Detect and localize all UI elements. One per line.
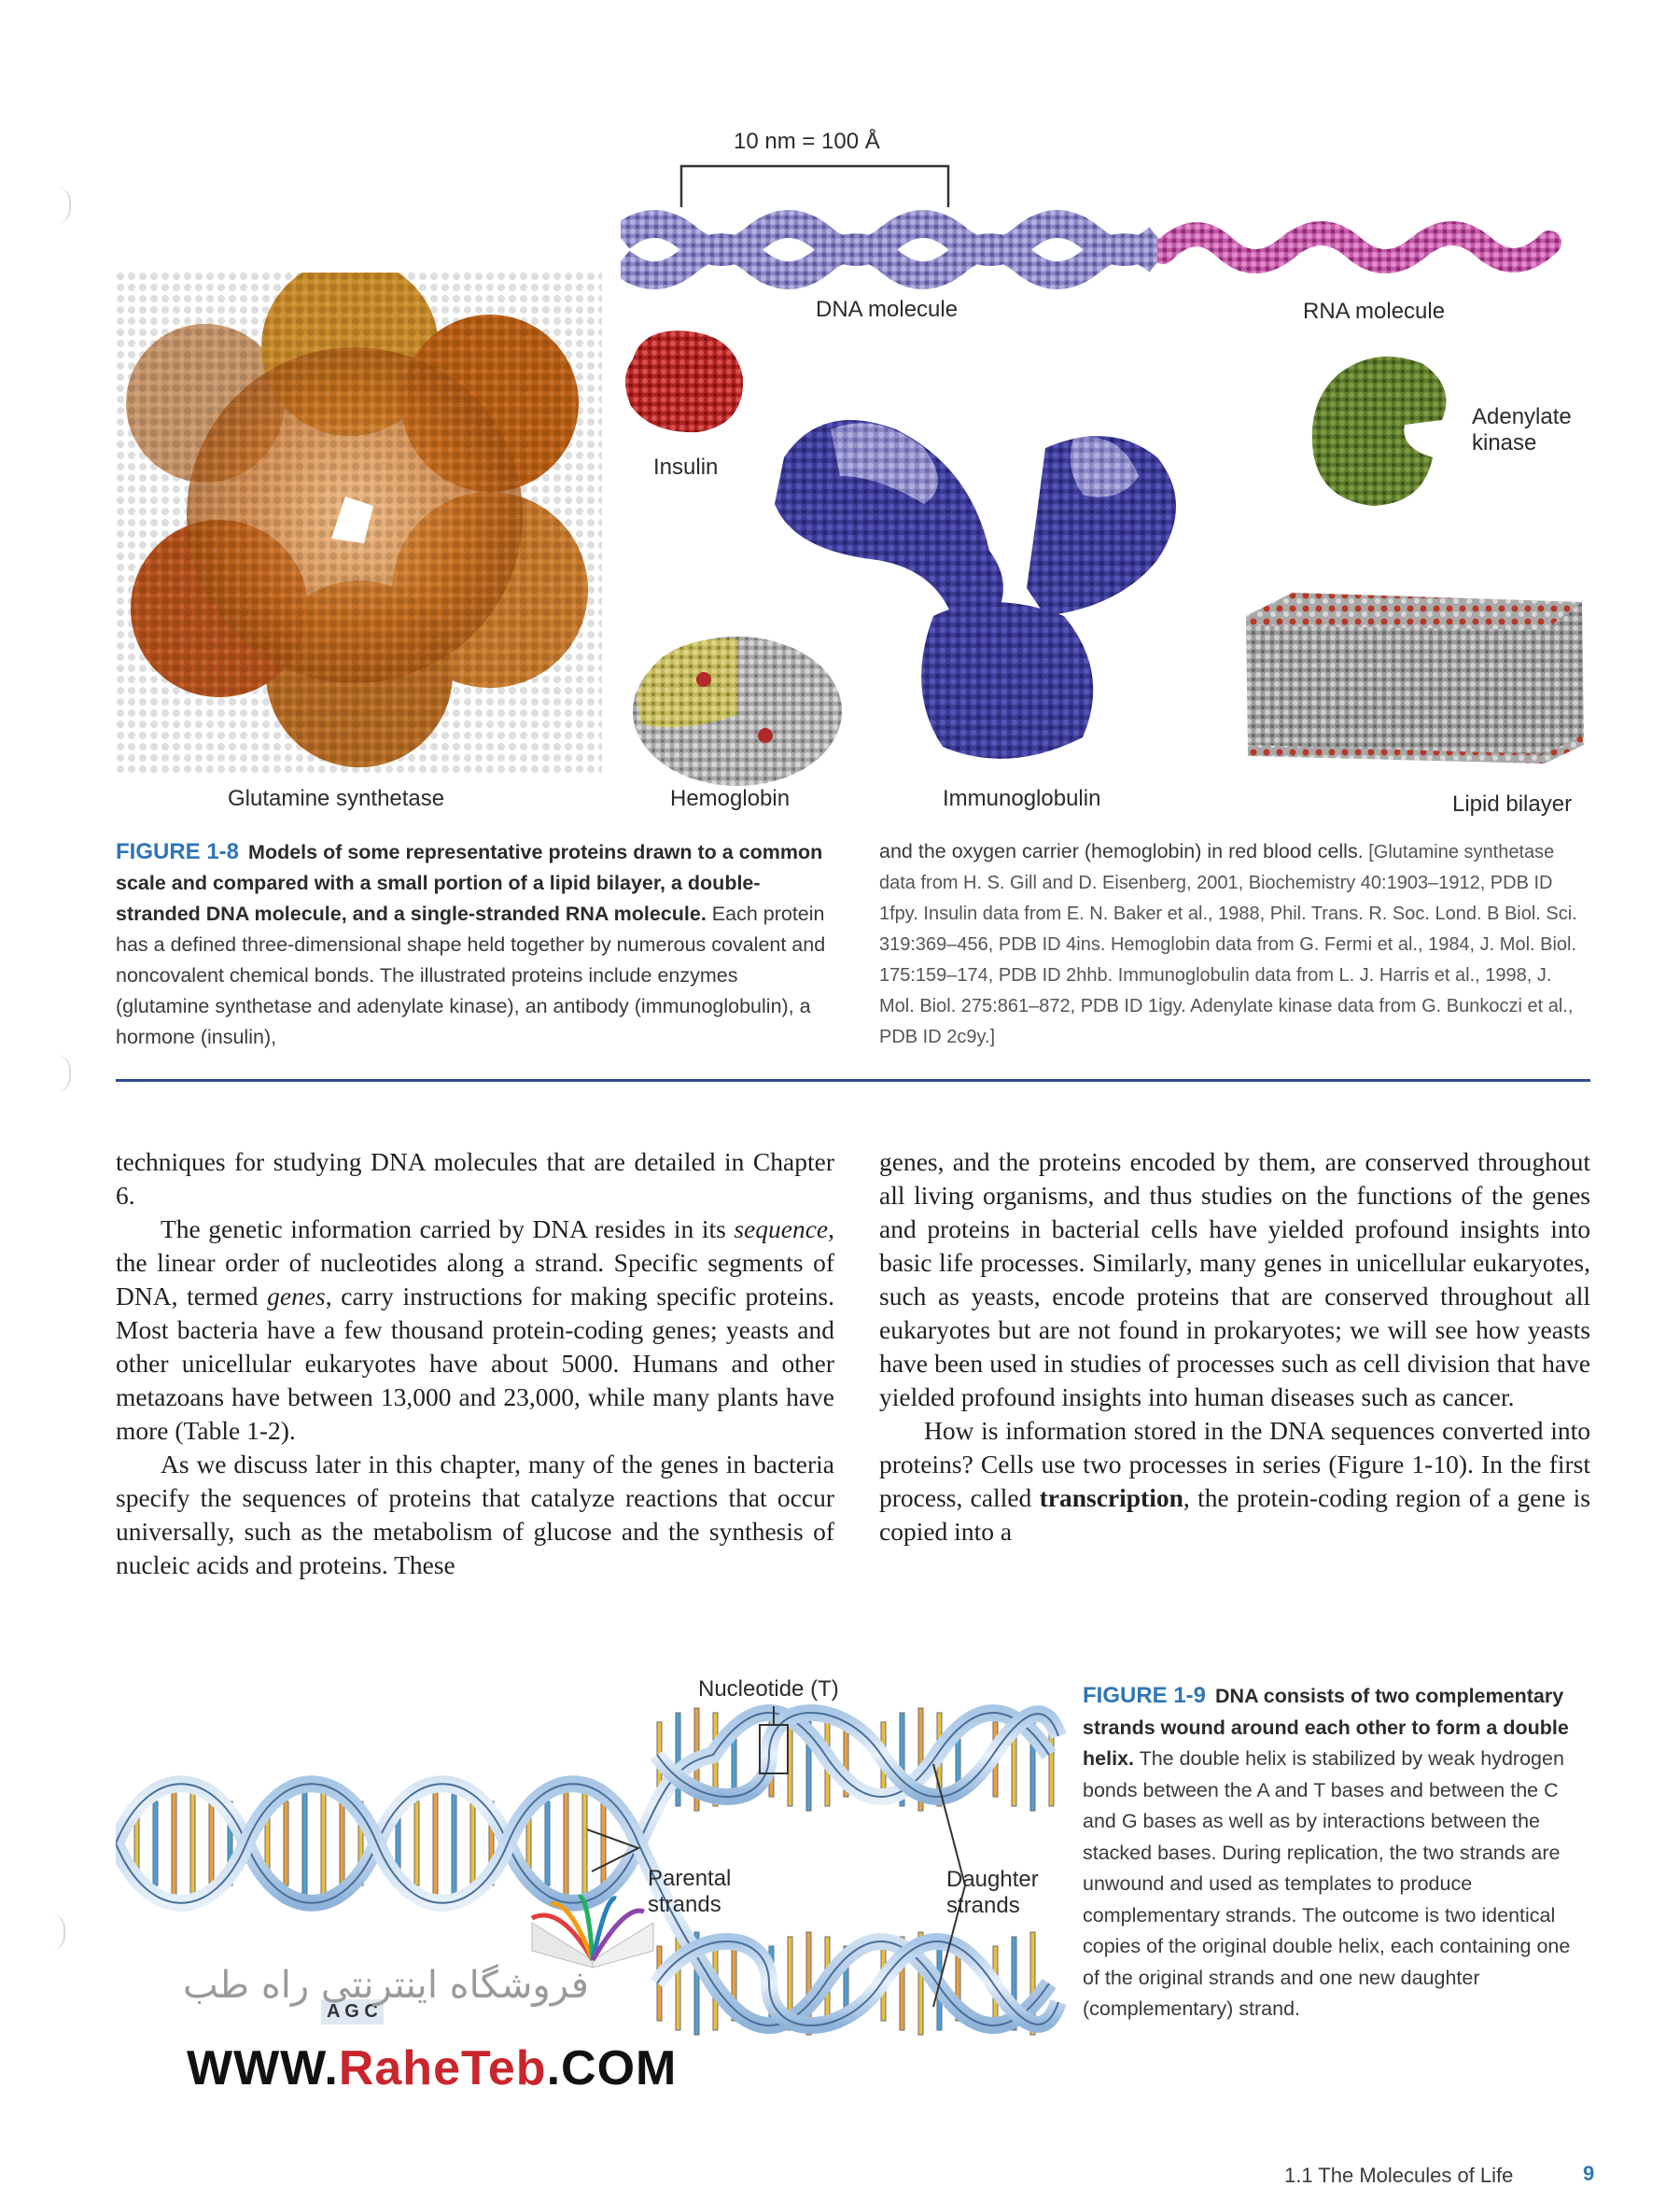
lipid-bilayer-label: Lipid bilayer (1452, 792, 1573, 817)
hemoglobin-image (627, 631, 847, 790)
scale-bar (678, 159, 958, 207)
dna-molecule-label: DNA molecule (816, 297, 959, 322)
page-number: 9 (1583, 2162, 1595, 2185)
adenylate-kinase-image (1302, 345, 1465, 513)
figure-caption-text: The double helix is stabilized by weak hydrogen bonds between the A and T bases and between the C and G bases as well as by interactions between the stacked bases. During replication, the two strands are unwound and used as templates to produce complementary strands. The outcome is two identical copies of the original double helix, each containing one of the original strands and one new daughter (complementary) strand. (1083, 1747, 1571, 2020)
glutamine-synthetase-label: Glutamine synthetase (228, 786, 445, 811)
term-transcription: transcription (1039, 1483, 1183, 1512)
body-column-right (879, 1145, 1590, 1548)
margin-mark (56, 1055, 71, 1092)
rna-molecule-label: RNA molecule (1303, 299, 1446, 324)
figure-caption-text: Each protein has a defined three-dimensional shape held together by numerous covalent and noncovalent chemical bonds. The illustrated proteins include enzymes (glutamine synthetase and adenylate kinase), an antibody (immunoglobulin), a hormone (insulin), (116, 903, 826, 1048)
parental-strands-label-line1: Parental (648, 1866, 732, 1891)
hemoglobin-label: Hemoglobin (670, 786, 791, 811)
margin-mark (50, 1913, 65, 1951)
watermark-url: WWW.RaheTeb.COM (187, 2041, 678, 2095)
daughter-strands-label-line2: strands (946, 1893, 1020, 1918)
figure-1-9-caption (1083, 1680, 1591, 2025)
term-genes: genes (267, 1282, 326, 1310)
glutamine-synthetase-image (117, 273, 602, 777)
figure-title: Models of some representative proteins drawn to a common scale and compared with a small portion of a lipid bilayer, a double-stranded DNA molecule, and a single-stranded RNA molecule. (116, 841, 823, 925)
figure-1-8-caption-right (879, 836, 1589, 1053)
adenylate-kinase-label-line2: kinase (1472, 430, 1537, 455)
paragraph: As we discuss later in this chapter, many of the genes in bacteria specify the sequences of proteins that catalyze reactions that occur universally, such as the metabolism of glucose and the synthesis of nucleic acids and proteins. These (116, 1450, 834, 1579)
adenylate-kinase-label-line1: Adenylate (1472, 404, 1572, 429)
nucleotide-label: Nucleotide (T) (698, 1676, 839, 1702)
figure-1-8-caption-left (116, 836, 834, 1053)
insulin-image (614, 322, 749, 439)
immunoglobulin-label: Immunoglobulin (943, 786, 1101, 811)
parental-strands-label-line2: strands (648, 1892, 721, 1917)
figure-number: FIGURE 1-9 (1083, 1683, 1207, 1708)
figure-caption-text: and the oxygen carrier (hemoglobin) in red blood cells. (879, 840, 1364, 862)
figure-references: [Glutamine synthetase data from H. S. Gill and D. Eisenberg, 2001, Biochemistry 40:1903–1912, PDB ID 1fpy. Insulin data from E. N. Baker et al., 1988, Phil. Trans. R. Soc. Lond. B Biol. Sci. 319:369–456, PDB ID 4ins. Hemoglobin data from G. Fermi et al., 1984, J. Mol. Biol. 175:159–174, PDB ID 2hhb. Immunoglobulin data from L. J. Harris et al., 1998, J. Mol. Biol. 275:861–872, PDB ID 1igy. Adenylate kinase data from G. Bunkoczi et al., PDB ID 2c9y.] (879, 842, 1577, 1047)
running-footer: 1.1 The Molecules of Life (1284, 2164, 1514, 2187)
watermark-persian: فروشگاه اینترنتی راه طب (183, 1964, 589, 2007)
paragraph: The genetic information carried by DNA resides in its sequence, the linear order of nucleotides along a strand. Specific segments of DNA, termed genes, carry instructions for making specific proteins. Most bacteria have a few thousand protein-coding genes; yeasts and other unicellular eukaryotes have about 5000. Humans and other metazoans have between 13,000 and 23,000, while many plants have more (Table 1-2). (116, 1214, 834, 1445)
dna-molecule-image (621, 210, 1171, 294)
paragraph: techniques for studying DNA molecules that are detailed in Chapter 6. (116, 1147, 834, 1210)
paragraph: How is information stored in the DNA sequences converted into proteins? Cells use two processes in series (Figure 1-10). In the first process, called transcription, the protein-coding region of a gene is copied into a (879, 1416, 1590, 1546)
lipid-bilayer-image (1237, 579, 1591, 770)
section-rule (116, 1079, 1590, 1082)
paragraph: genes, and the proteins encoded by them, are conserved throughout all living organisms, and thus studies on the functions of the genes and proteins in bacterial cells have yielded profound insights into basic life processes. Similarly, many genes in unicellular eukaryotes, such as yeasts, encode proteins that are conserved throughout all eukaryotes but are not found in prokaryotes; we will see how yeasts have been used in studies of processes such as cell division that have yielded profound insights into human diseases such as cancer. (879, 1147, 1590, 1411)
margin-mark (56, 187, 71, 224)
term-sequence: sequence (734, 1214, 829, 1243)
book-logo-icon (523, 1895, 663, 1969)
figure-title: DNA consists of two complementary strands wound around each other to form a double helix. (1083, 1685, 1569, 1770)
rna-molecule-image (1157, 215, 1568, 280)
dna-replication-diagram (116, 1699, 1077, 2072)
base-letters-label: A G C (321, 1999, 384, 2025)
daughter-strands-label-line1: Daughter (946, 1867, 1039, 1892)
body-column-left (116, 1145, 834, 1582)
figure-number: FIGURE 1-8 (116, 839, 240, 864)
scale-label: 10 nm = 100 Å (734, 129, 880, 154)
insulin-label: Insulin (653, 455, 719, 480)
